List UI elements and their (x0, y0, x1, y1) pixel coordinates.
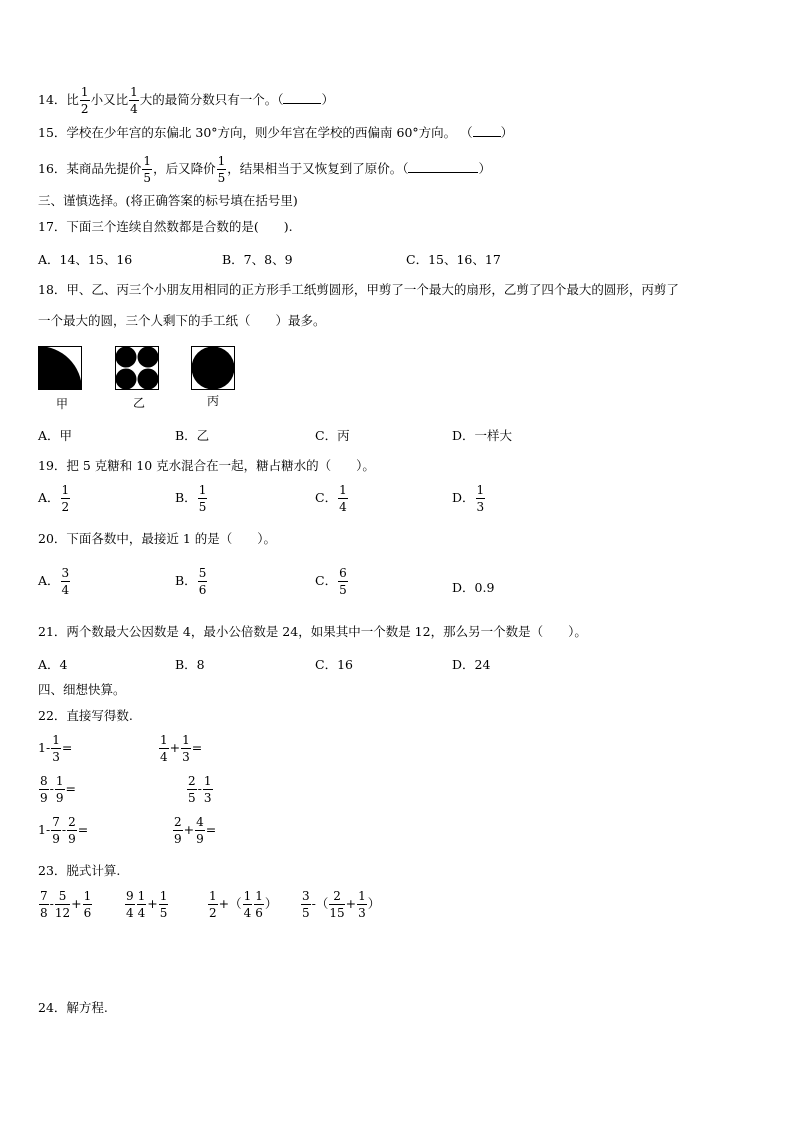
q22-expr-4: $\frac{2}{5}$ - $\frac{1}{3}$ (188, 774, 212, 805)
q14-text-1: 比 (66, 92, 79, 107)
q19-option-d[interactable]: D． $\frac{1}{3}$ (452, 483, 485, 514)
q22-expr-5: 1- $\frac{7}{9}$ - $\frac{2}{9}$ = (38, 815, 89, 846)
q16-close: ） (478, 161, 491, 176)
q16-text-2: ，后又降价 (153, 161, 216, 176)
q18-option-a[interactable]: A．甲 (38, 428, 73, 443)
q20-option-b[interactable]: B． $\frac{5}{6}$ (175, 566, 207, 597)
q22-expr-1: 1- $\frac{1}{3}$ = (38, 733, 73, 764)
q23-expr-1: $\frac{7}{8}$ - $\frac{5}{12}$ + $\frac{1}{6}$ (40, 889, 92, 920)
q22-expr-2: $\frac{1}{4}$ + $\frac{1}{3}$ = (160, 733, 203, 764)
section-3-heading: 三、谨慎选择。(将正确答案的标号填在括号里) (38, 193, 298, 208)
q16-number: 16． (38, 161, 67, 176)
q16-text-1: 某商品先提价 (66, 161, 142, 176)
answer-blank[interactable] (283, 91, 321, 104)
figure-label-yi: 乙 (133, 396, 146, 410)
q16-text-3: ，结果相当于又恢复到了原价。（ (227, 161, 409, 176)
q14-close: ） (321, 92, 334, 107)
q20-option-a[interactable]: A． $\frac{3}{4}$ (38, 566, 70, 597)
q21-option-b[interactable]: B．8 (175, 657, 205, 672)
q15-text: 学校在少年宫的东偏北 30°方向，则少年宫在学校的西偏南 60°方向。 （ (66, 125, 473, 140)
answer-blank[interactable] (473, 124, 501, 137)
answer-blank[interactable] (408, 160, 478, 173)
question-14 (38, 86, 334, 115)
q20-option-d[interactable]: D．0.9 (452, 580, 495, 595)
q17-option-a[interactable]: A．14、15、16 (38, 252, 133, 267)
figure-label-bing: 丙 (207, 394, 220, 408)
fraction: $\frac{1}{5}$ (143, 154, 152, 185)
question-22-stem: 22．直接写得数. (38, 708, 133, 723)
figure-four-circles (115, 346, 159, 390)
q19-option-c[interactable]: C． $\frac{1}{4}$ (315, 483, 347, 514)
q18-option-c[interactable]: C．丙 (315, 428, 350, 443)
q14-text-2: 小又比 (90, 92, 129, 107)
question-20-stem: 20．下面各数中，最接近 1 的是（ ）。 (38, 531, 277, 546)
question-15 (38, 124, 513, 142)
question-24-stem: 24．解方程. (38, 1000, 108, 1015)
q23-expr-3: $\frac{1}{2}$ +（ $\frac{1}{4}$ $\frac{1}{6}$ ） (209, 889, 278, 920)
fraction: $\frac{1}{4}$ (130, 85, 138, 116)
figure-quarter-circle (38, 346, 82, 390)
question-18-line-1: 18．甲、乙、丙三个小朋友用相同的正方形手工纸剪圆形，甲剪了一个最大的扇形，乙剪了四个最大的圆形，丙剪了 (38, 282, 679, 297)
question-19-stem: 19．把 5 克糖和 10 克水混合在一起，糖占糖水的（ ）。 (38, 458, 375, 473)
figure-one-circle (191, 346, 235, 390)
q23-expr-2: $\frac{9}{4}$ $\frac{1}{4}$ + $\frac{1}{5}$ (126, 889, 168, 920)
q22-expr-3: $\frac{8}{9}$ - $\frac{1}{9}$ = (40, 774, 76, 805)
q19-option-b[interactable]: B． $\frac{1}{5}$ (175, 483, 207, 514)
fraction: $\frac{1}{5}$ (217, 154, 226, 185)
q21-option-c[interactable]: C．16 (315, 657, 353, 672)
q17-option-c[interactable]: C．15、16、17 (406, 252, 501, 267)
q21-option-d[interactable]: D．24 (452, 657, 491, 672)
section-4-heading: 四、细想快算。 (38, 682, 126, 697)
q18-option-b[interactable]: B．乙 (175, 428, 210, 443)
q17-option-b[interactable]: B．7、8、9 (222, 252, 293, 267)
q15-number: 15． (38, 125, 67, 140)
q21-option-a[interactable]: A．4 (38, 657, 68, 672)
q23-expr-4: $\frac{3}{5}$ -（ $\frac{2}{15}$ + $\frac{1}{3}$ ） (302, 889, 381, 920)
question-23-stem: 23．脱式计算. (38, 863, 121, 878)
question-17-stem: 17．下面三个连续自然数都是合数的是( ). (38, 219, 293, 234)
q18-option-d[interactable]: D．一样大 (452, 428, 513, 443)
fraction: $\frac{1}{2}$ (80, 85, 89, 116)
q15-close: ） (500, 125, 514, 140)
q14-number: 14． (38, 92, 67, 107)
q20-option-c[interactable]: C． $\frac{6}{5}$ (315, 566, 347, 597)
question-16 (38, 155, 491, 184)
q14-text-3: 大的最简分数只有一个。（ (139, 92, 284, 107)
question-21-stem: 21．两个数最大公因数是 4，最小公倍数是 24，如果其中一个数是 12，那么另一个数是（ ）。 (38, 624, 587, 639)
q19-option-a[interactable]: A． $\frac{1}{2}$ (38, 483, 70, 514)
q22-expr-6: $\frac{2}{9}$ + $\frac{4}{9}$ = (174, 815, 217, 846)
question-18-line-2: 一个最大的圆，三个人剩下的手工纸（ ）最多。 (38, 313, 326, 328)
figure-label-jia: 甲 (56, 397, 69, 411)
